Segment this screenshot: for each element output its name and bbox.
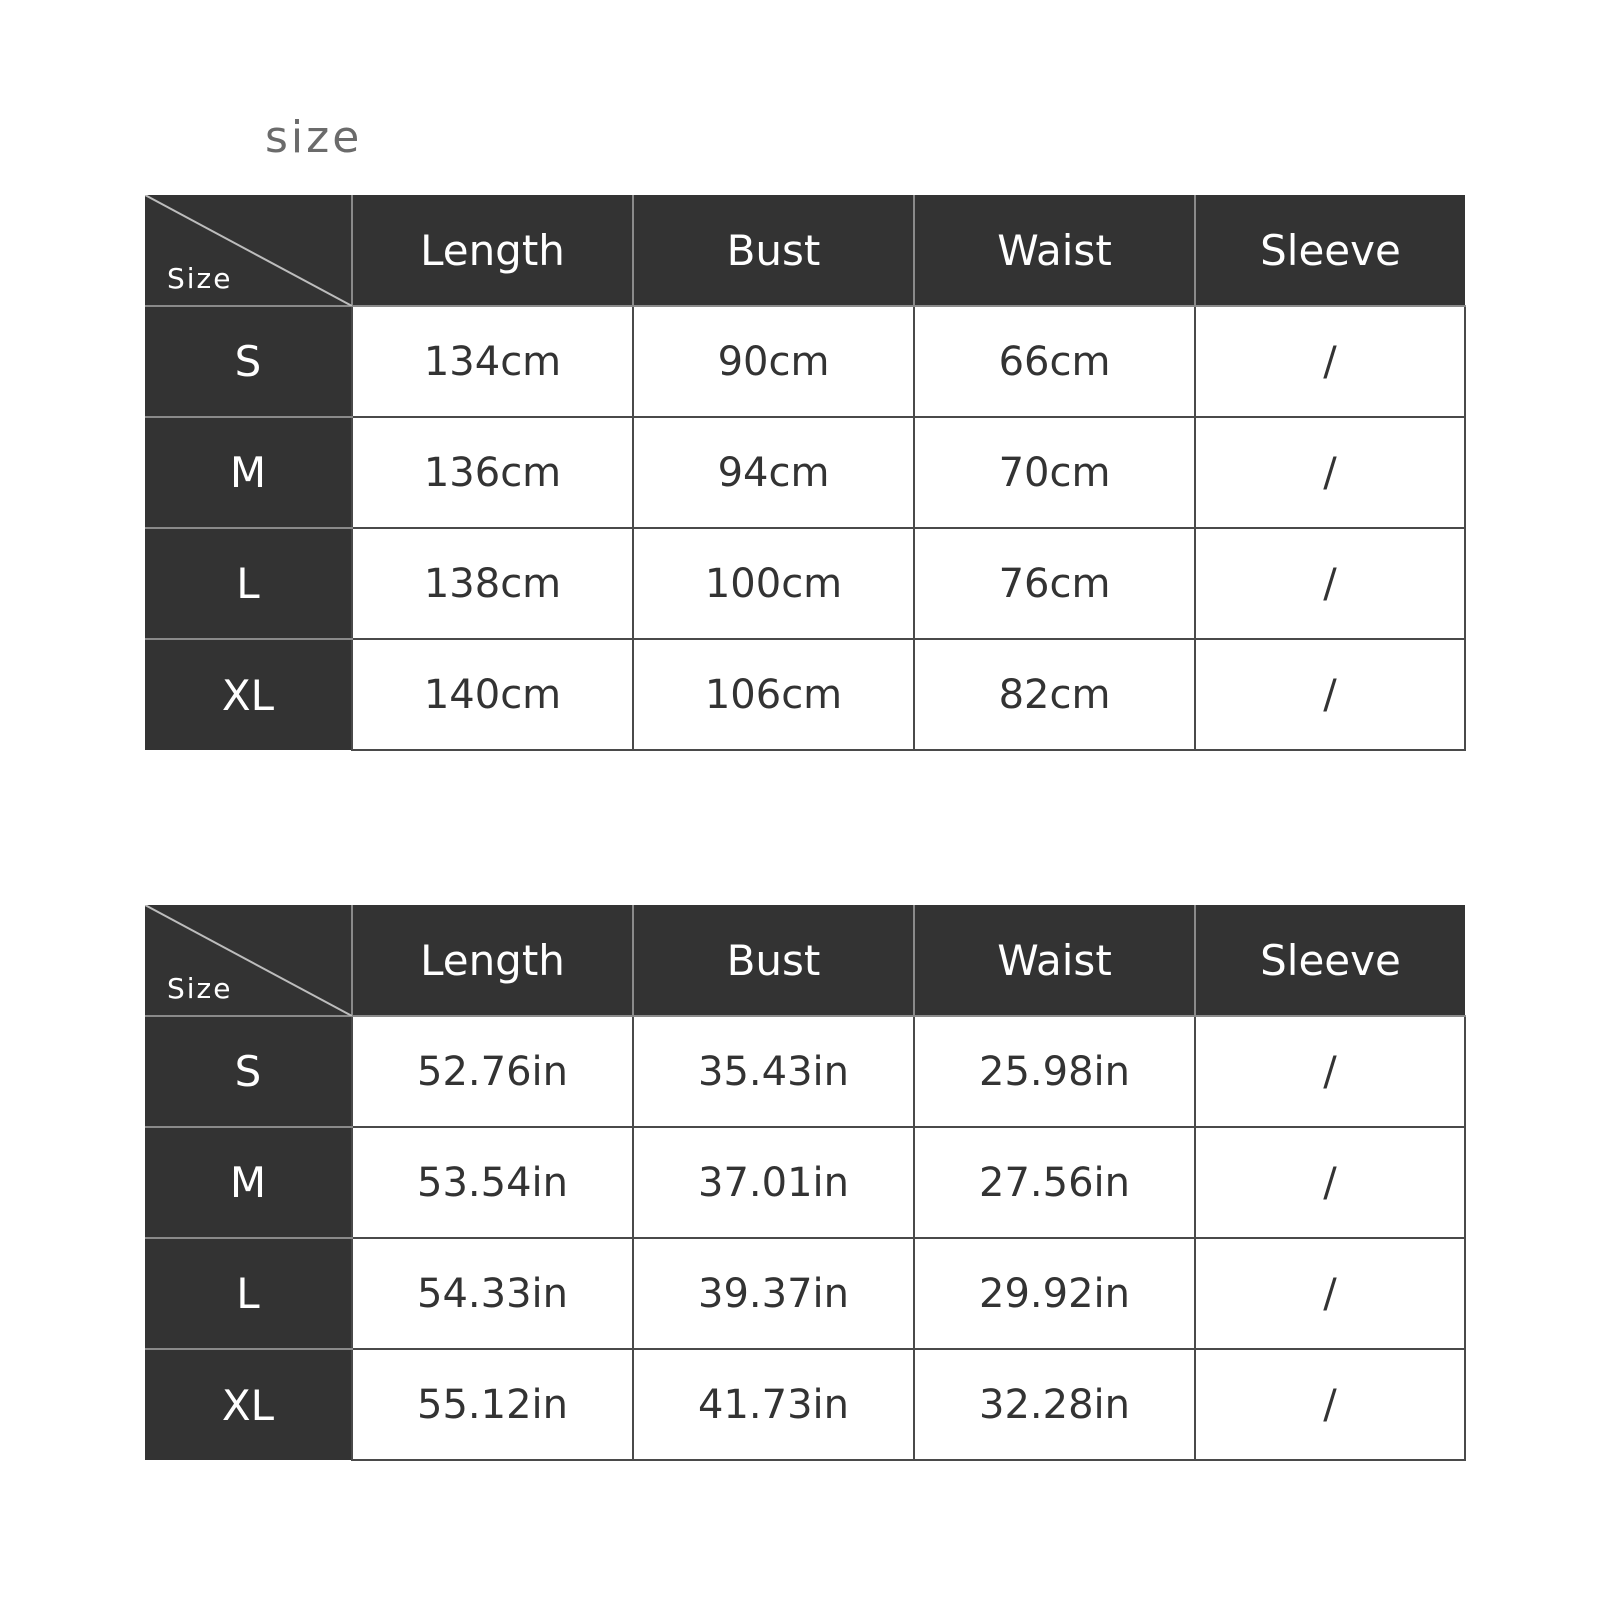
corner-label: Size <box>167 262 233 295</box>
length-cell: 136cm <box>352 417 633 528</box>
sleeve-cell: / <box>1195 306 1465 417</box>
length-cell: 52.76in <box>352 1016 633 1127</box>
bust-cell: 90cm <box>633 306 914 417</box>
table-row <box>145 1349 1465 1460</box>
size-label: S <box>145 306 352 417</box>
table-header-row <box>145 195 1465 306</box>
table-header-row <box>145 905 1465 1016</box>
size-label: XL <box>145 1349 352 1460</box>
waist-cell: 25.98in <box>914 1016 1195 1127</box>
length-cell: 55.12in <box>352 1349 633 1460</box>
table-row <box>145 528 1465 639</box>
size-label: S <box>145 1016 352 1127</box>
waist-cell: 29.92in <box>914 1238 1195 1349</box>
sleeve-cell: / <box>1195 639 1465 750</box>
size-label: L <box>145 1238 352 1349</box>
table-row <box>145 1127 1465 1238</box>
length-cell: 54.33in <box>352 1238 633 1349</box>
header-waist: Waist <box>914 905 1195 1016</box>
header-sleeve: Sleeve <box>1195 905 1465 1016</box>
waist-cell: 70cm <box>914 417 1195 528</box>
table-row <box>145 1238 1465 1349</box>
sleeve-cell: / <box>1195 417 1465 528</box>
size-label: XL <box>145 639 352 750</box>
length-cell: 140cm <box>352 639 633 750</box>
bust-cell: 41.73in <box>633 1349 914 1460</box>
table-row <box>145 1016 1465 1127</box>
sleeve-cell: / <box>1195 1127 1465 1238</box>
waist-cell: 27.56in <box>914 1127 1195 1238</box>
bust-cell: 39.37in <box>633 1238 914 1349</box>
length-cell: 138cm <box>352 528 633 639</box>
sleeve-cell: / <box>1195 1016 1465 1127</box>
corner-cell <box>145 195 352 306</box>
header-length: Length <box>352 195 633 306</box>
header-length: Length <box>352 905 633 1016</box>
bust-cell: 35.43in <box>633 1016 914 1127</box>
length-cell: 53.54in <box>352 1127 633 1238</box>
waist-cell: 32.28in <box>914 1349 1195 1460</box>
size-label: L <box>145 528 352 639</box>
corner-cell <box>145 905 352 1016</box>
header-sleeve: Sleeve <box>1195 195 1465 306</box>
table-row <box>145 639 1465 750</box>
bust-cell: 94cm <box>633 417 914 528</box>
bust-cell: 106cm <box>633 639 914 750</box>
corner-label: Size <box>167 972 233 1005</box>
table-row <box>145 417 1465 528</box>
size-label: M <box>145 417 352 528</box>
header-bust: Bust <box>633 905 914 1016</box>
page-title: size <box>265 112 363 163</box>
size-table-cm <box>145 195 1466 751</box>
size-table-in <box>145 905 1466 1461</box>
bust-cell: 100cm <box>633 528 914 639</box>
waist-cell: 76cm <box>914 528 1195 639</box>
length-cell: 134cm <box>352 306 633 417</box>
bust-cell: 37.01in <box>633 1127 914 1238</box>
sleeve-cell: / <box>1195 528 1465 639</box>
waist-cell: 66cm <box>914 306 1195 417</box>
table-row <box>145 306 1465 417</box>
waist-cell: 82cm <box>914 639 1195 750</box>
header-bust: Bust <box>633 195 914 306</box>
sleeve-cell: / <box>1195 1349 1465 1460</box>
size-label: M <box>145 1127 352 1238</box>
sleeve-cell: / <box>1195 1238 1465 1349</box>
header-waist: Waist <box>914 195 1195 306</box>
